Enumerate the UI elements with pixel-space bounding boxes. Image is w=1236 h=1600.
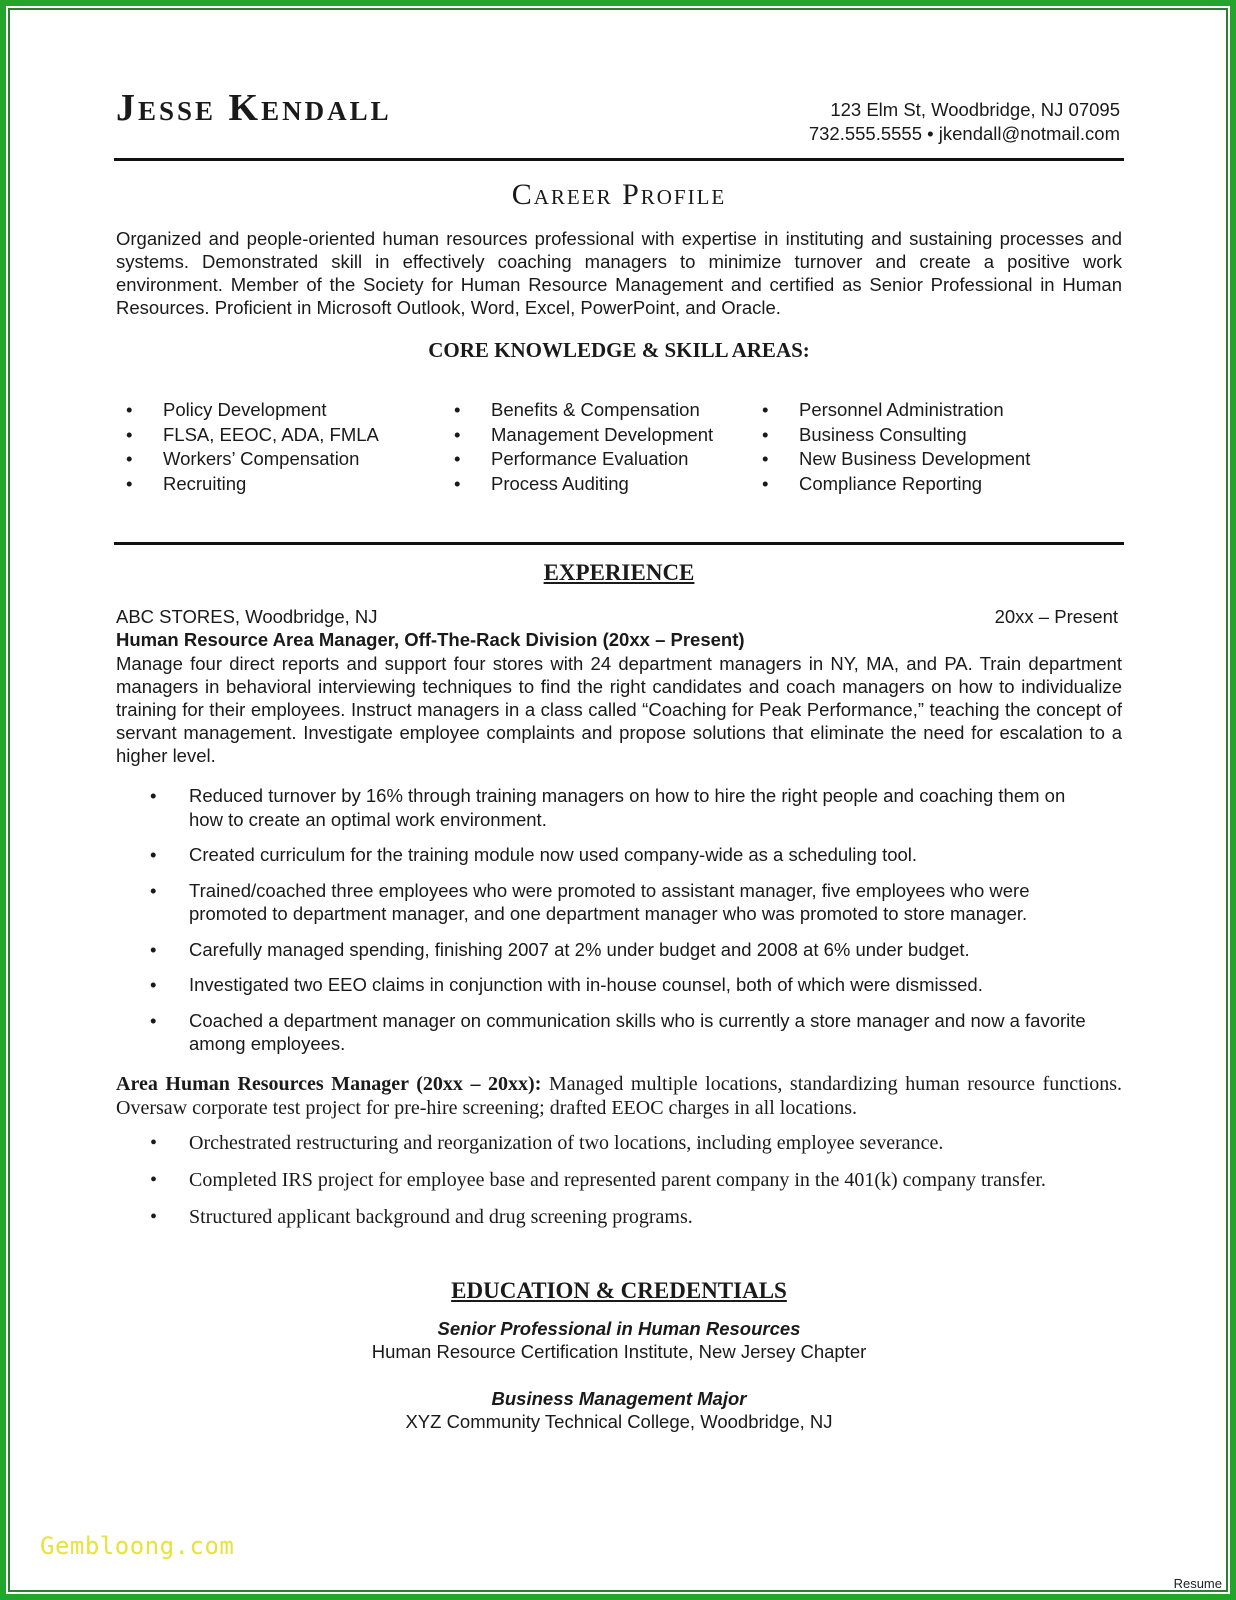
degree: Business Management Major — [491, 1388, 747, 1409]
achievement-item: • Carefully managed spending, finishing 2007 at 2% under budget and 2008 at 6% under budget. — [116, 938, 1122, 962]
achievement-item: • Created curriculum for the training module now used company-wide as a scheduling tool. — [116, 843, 1122, 867]
job2-description: Managed multiple locations, standardizing human resource functions. Oversaw corporate test project for pre-hire screening; drafted EEOC charges in all locations. — [116, 1073, 1122, 1119]
skills-column-3 — [752, 398, 1030, 496]
employer-name: ABC STORES, Woodbridge, NJ — [116, 606, 378, 627]
employer-dates: 20xx – Present — [994, 606, 1118, 627]
watermark-logo: Gembloong.com — [40, 1532, 235, 1560]
skills-column-2 — [444, 398, 713, 496]
skill-item: • New Business Development — [752, 447, 1030, 472]
experience-heading: EXPERIENCE — [543, 560, 695, 585]
employer-line — [116, 606, 1122, 628]
job1-achievements — [116, 784, 1122, 1068]
job1-description: Manage four direct reports and support four stores with 24 department managers in NY, MA, and PA. Train department managers in behavioral interviewing techniques to find the right candidates and coach managers on how to individualize training for their employees. Instruct managers in a class called “Coaching for Peak Performance,” teaching the concept of servant management. Investigate employee complaints and propose solutions that eliminate the need for escalation to a higher level. — [116, 653, 1122, 766]
phone-email: 732.555.5555 • jkendall@notmail.com — [808, 123, 1120, 144]
degree: Senior Professional in Human Resources — [437, 1318, 801, 1339]
skill-item: • Workers’ Compensation — [116, 447, 379, 472]
candidate-name: Jesse Kendall — [116, 87, 392, 129]
skill-item: • Business Consulting — [752, 423, 1030, 448]
skill-item: • Personnel Administration — [752, 398, 1030, 423]
job2-summary — [116, 1072, 1122, 1120]
contact-block — [809, 98, 1120, 146]
resume-page — [116, 0, 1122, 1600]
job2-title: Area Human Resources Manager (20xx – 20xx): — [116, 1073, 542, 1095]
achievement-item: • Trained/coached three employees who were promoted to assistant manager, five employees who were promoted to department manager, and one department manager who was promoted to store manager. — [116, 879, 1122, 926]
skills-column-1 — [116, 398, 379, 496]
job1-title: Human Resource Area Manager, Off-The-Rack Division (20xx – Present) — [116, 629, 745, 650]
education-heading: EDUCATION & CREDENTIALS — [451, 1278, 787, 1303]
skill-item: • Recruiting — [116, 472, 379, 497]
achievement-item: • Structured applicant background and drug screening programs. — [116, 1205, 1122, 1229]
achievement-item: • Coached a department manager on communication skills who is currently a store manager and now a favorite among employees. — [116, 1009, 1122, 1056]
institution: XYZ Community Technical College, Woodbridge, NJ — [405, 1411, 833, 1432]
skill-item: • Compliance Reporting — [752, 472, 1030, 497]
skill-item: • Benefits & Compensation — [444, 398, 713, 423]
skill-item: • Management Development — [444, 423, 713, 448]
header-rule — [114, 158, 1124, 161]
skill-item: • FLSA, EEOC, ADA, FMLA — [116, 423, 379, 448]
education-item — [116, 1387, 1122, 1433]
achievement-item: • Reduced turnover by 16% through training managers on how to hire the right people and coaching them on how to create an optimal work environment. — [116, 784, 1122, 831]
skill-item: • Performance Evaluation — [444, 447, 713, 472]
address: 123 Elm St, Woodbridge, NJ 07095 — [830, 99, 1120, 120]
achievement-item: • Orchestrated restructuring and reorganization of two locations, including employee severance. — [116, 1131, 1122, 1155]
skills-list — [116, 398, 1122, 498]
achievement-item: • Completed IRS project for employee base and represented parent company in the 401(k) company transfer. — [116, 1168, 1122, 1192]
core-skills-heading: CORE KNOWLEDGE & SKILL AREAS: — [428, 338, 810, 362]
institution: Human Resource Certification Institute, New Jersey Chapter — [371, 1341, 867, 1362]
experience-rule — [114, 542, 1124, 545]
job2-achievements — [116, 1131, 1122, 1242]
resume-label: Resume — [1173, 1576, 1222, 1591]
achievement-item: • Investigated two EEO claims in conjunction with in-house counsel, both of which were dismissed. — [116, 973, 1122, 997]
skill-item: • Policy Development — [116, 398, 379, 423]
career-profile-heading: Career Profile — [511, 178, 727, 211]
education-item — [116, 1317, 1122, 1363]
skill-item: • Process Auditing — [444, 472, 713, 497]
career-profile-text: Organized and people-oriented human resources professional with expertise in instituting and sustaining processes and systems. Demonstrated skill in effectively coaching managers to minimize turnover and create a positive work environment. Member of the Society for Human Resource Management and certified as Senior Professional in Human Resources. Proficient in Microsoft Outlook, Word, Excel, PowerPoint, and Oracle. — [116, 228, 1122, 318]
